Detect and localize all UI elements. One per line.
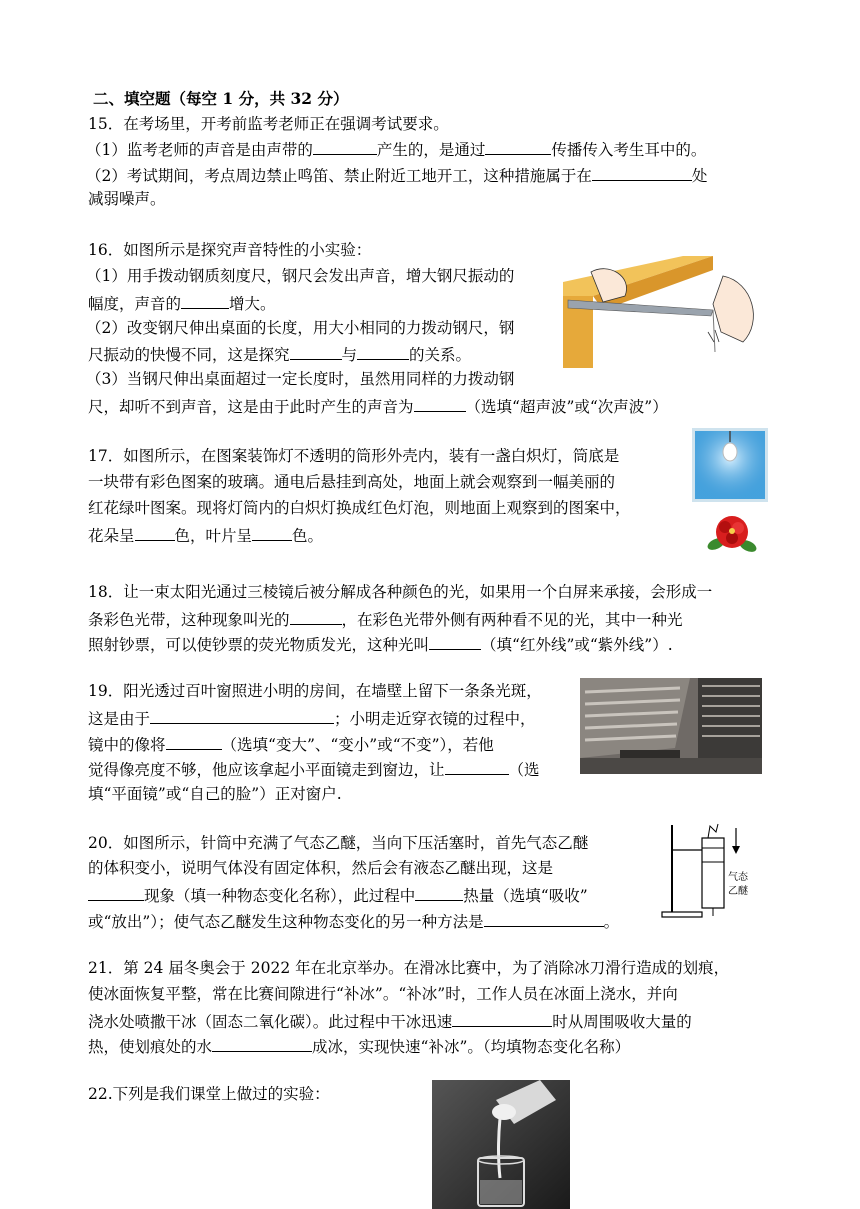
q21-text-b: 时从周围吸收大量的	[552, 1013, 692, 1031]
q21-line4	[88, 1035, 630, 1057]
ruler-experiment-image	[563, 252, 768, 368]
q19-line5: 填“平面镜”或“自己的脸”）正对窗户.	[88, 785, 342, 803]
q16-p3-line2	[88, 395, 668, 417]
q16-p3-text-b: 尺，却听不到声音，这是由于此时产生的声音为	[88, 398, 414, 416]
q19-line1: 19．阳光透过百叶窗照进小明的房间，在墙壁上留下一条条光斑，	[88, 682, 542, 700]
q18-line1: 18．让一束太阳光通过三棱镜后被分解成各种颜色的光，如果用一个白屏来承接，会形成一	[88, 583, 713, 601]
q19-line2	[88, 707, 536, 729]
q20-line3	[88, 884, 588, 906]
q20-text-a: 现象（填一种物态变化名称），此过程中	[144, 887, 416, 905]
answer-blank[interactable]	[592, 164, 692, 181]
q16-p2-text-d: 的关系。	[409, 346, 472, 364]
q19-line3	[88, 733, 494, 755]
q18-text-a: 条彩色光带，这种现象叫光的	[88, 611, 290, 629]
q16-stem: 16．如图所示是探究声音特性的小实验：	[88, 241, 372, 259]
q16-p2-line2	[88, 343, 471, 365]
answer-blank[interactable]	[150, 707, 334, 724]
section-title: 二、填空题（每空 1 分，共 32 分）	[93, 89, 349, 108]
q18-line2	[88, 608, 683, 630]
q20-line4	[88, 910, 619, 932]
q16-p2-text-b: 尺振动的快慢不同，这是探究	[88, 346, 290, 364]
answer-blank[interactable]	[166, 733, 222, 750]
answer-blank[interactable]	[181, 292, 229, 309]
answer-blank[interactable]	[313, 138, 377, 155]
q15-part2	[86, 164, 707, 186]
answer-blank[interactable]	[135, 524, 175, 541]
q15-p2-text-b: 处	[691, 167, 708, 185]
answer-blank[interactable]	[414, 395, 466, 412]
answer-blank[interactable]	[290, 343, 342, 360]
q19-text-e: 觉得像亮度不够，他应该拿起小平面镜走到窗边，让	[88, 761, 445, 779]
answer-blank[interactable]	[484, 910, 604, 927]
q20-text-d: 。	[603, 913, 620, 931]
q16-p3-line1: （3）当钢尺伸出桌面超过一定长度时，虽然用同样的力拨动钢	[86, 370, 515, 388]
answer-blank[interactable]	[252, 524, 292, 541]
q16-p1-line1: （1）用手拨动钢质刻度尺，钢尺会发出声音，增大钢尺振动的	[86, 267, 515, 285]
q20-line1: 20．如图所示，针筒中充满了气态乙醚，当向下压活塞时，首先气态乙醚	[88, 834, 589, 852]
q16-p3-text-c: （选填“超声波”或“次声波”）	[465, 398, 668, 416]
q15-p1-text-a: （1）监考老师的声音是由声带的	[86, 141, 313, 159]
q18-text-c: 照射钞票，可以使钞票的荧光物质发光，这种光叫	[88, 636, 430, 654]
q17-text-a: 花朵呈	[88, 527, 135, 545]
q17-line1: 17．如图所示，在图案装饰灯不透明的筒形外壳内，装有一盏白炽灯，筒底是	[88, 447, 620, 465]
q16-p1-text-c: 增大。	[229, 295, 276, 313]
red-flower-image	[706, 510, 758, 558]
q19-text-a: 这是由于	[88, 710, 151, 728]
syringe-stand-diagram	[660, 820, 766, 920]
q17-line2: 一块带有彩色图案的玻璃。通电后悬挂到高处，地面上就会观察到一幅美丽的	[88, 473, 616, 491]
lamp-image	[692, 428, 768, 502]
q19-line4	[88, 758, 540, 780]
q21-line1: 21．第 24 届冬奥会于 2022 年在北京举办。在滑冰比赛中，为了消除冰刀滑行造成的划痕，	[88, 959, 730, 977]
q21-text-a: 浇水处喷撒干冰（固态二氧化碳）。此过程中干冰迅速	[88, 1013, 453, 1031]
q18-text-d: （填“红外线”或“紫外线”）.	[481, 636, 673, 654]
q15-part2-cont: 减弱噪声。	[88, 190, 166, 208]
answer-blank[interactable]	[445, 758, 509, 775]
answer-blank[interactable]	[290, 608, 342, 625]
q16-p2-text-c: 与	[341, 346, 358, 364]
q21-text-d: 成冰，实现快速“补冰”。（均填物态变化名称）	[312, 1038, 631, 1056]
q16-p2-line1: （2）改变钢尺伸出桌面的长度，用大小相同的力拨动钢尺，钢	[86, 319, 515, 337]
q22-line1: 22.下列是我们课堂上做过的实验：	[88, 1085, 330, 1103]
q15-p1-text-c: 传播传入考生耳中的。	[551, 141, 707, 159]
q16-p1-text-b: 幅度，声音的	[88, 295, 182, 313]
fig-label-ether: 乙醚	[728, 886, 748, 897]
q16-p1-line2	[88, 292, 276, 314]
q17-text-b: 色，叶片呈	[174, 527, 253, 545]
q20-line2: 的体积变小，说明气体没有固定体积，然后会有液态乙醚出现，这是	[88, 859, 554, 877]
q18-text-b: ，在彩色光带外侧有两种看不见的光，其中一种光	[341, 611, 683, 629]
q19-text-c: 镜中的像将	[88, 736, 166, 754]
q18-line3	[88, 633, 673, 655]
q19-text-d: （选填“变大”、“变小”或“不变”），若他	[221, 736, 494, 754]
q19-text-f: （选	[508, 761, 540, 779]
q19-text-b: ；小明走近穿衣镜的过程中，	[334, 710, 536, 728]
q15-p2-text-a: （2）考试期间，考点周边禁止鸣笛、禁止附近工地开工，这种措施属于在	[86, 167, 592, 185]
q17-line3: 红花绿叶图案。现将灯筒内的白炽灯换成红色灯泡，则地面上观察到的图案中，	[88, 499, 631, 517]
q17-line4	[88, 524, 323, 546]
q20-text-c: 或“放出”）；使气态乙醚发生这种物态变化的另一种方法是	[88, 913, 484, 931]
answer-blank[interactable]	[485, 138, 551, 155]
answer-blank[interactable]	[212, 1035, 312, 1052]
q15-part1	[86, 138, 706, 160]
answer-blank[interactable]	[357, 343, 409, 360]
q15-p1-text-b: 产生的，是通过	[376, 141, 486, 159]
q21-line2: 使冰面恢复平整，常在比赛间隙进行“补冰”。“补冰”时，工作人员在冰面上浇水，并向	[88, 985, 678, 1003]
fig-label-gas: 气态	[728, 872, 748, 883]
window-blinds-room-image	[580, 678, 762, 774]
answer-blank[interactable]	[88, 884, 144, 901]
q21-text-c: 热，使划痕处的水	[88, 1038, 213, 1056]
q17-text-c: 色。	[292, 527, 324, 545]
answer-blank[interactable]	[429, 633, 481, 650]
q20-text-b: 热量（选填“吸收”	[463, 887, 588, 905]
q21-line3	[88, 1010, 692, 1032]
answer-blank[interactable]	[452, 1010, 552, 1027]
answer-blank[interactable]	[415, 884, 463, 901]
pouring-water-photo	[432, 1080, 570, 1209]
q15-stem: 15．在考场里，开考前监考老师正在强调考试要求。	[88, 115, 449, 133]
